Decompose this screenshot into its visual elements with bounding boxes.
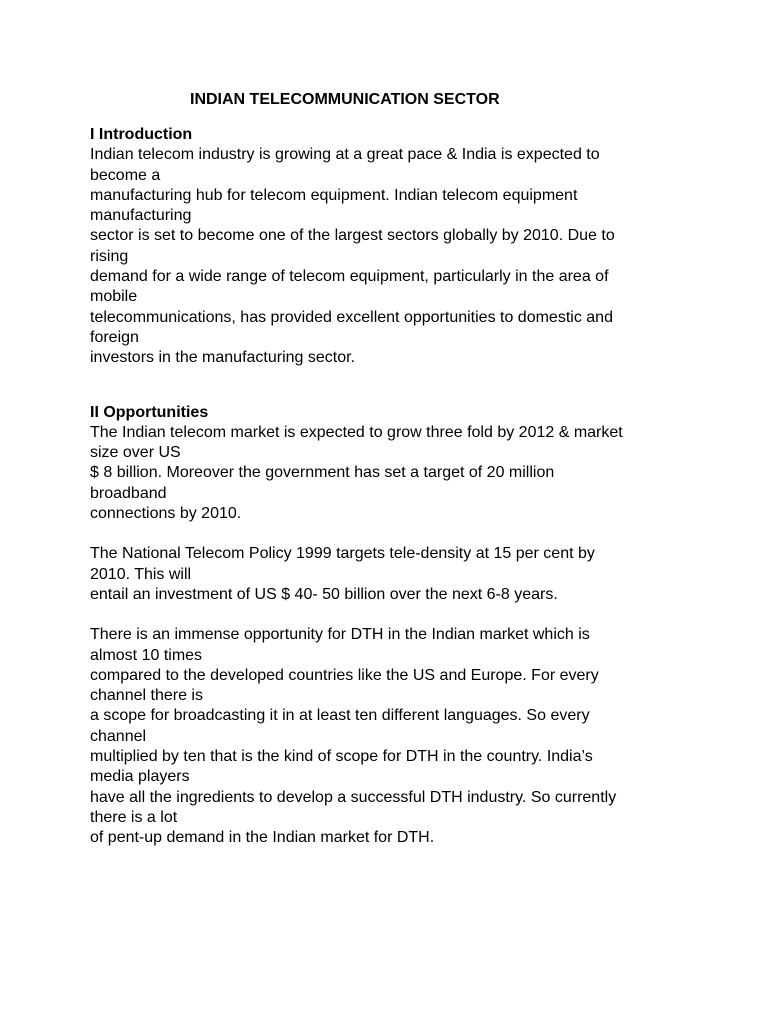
paragraph-opportunities-market	[90, 423, 710, 524]
paragraph-line: media players	[90, 768, 190, 786]
paragraph-line: multiplied by ten that is the kind of scope for DTH in the country. India’s	[90, 748, 593, 766]
section-spacer	[90, 369, 710, 403]
paragraph-line: channel	[90, 727, 147, 745]
section-heading-introduction: I Introduction	[90, 126, 193, 143]
paragraph-line: The National Telecom Policy 1999 targets tele-density at 15 per cent by	[90, 545, 595, 563]
paragraph-line: mobile	[90, 288, 138, 306]
paragraph-line: manufacturing	[90, 207, 192, 225]
paragraph-line: $ 8 billion. Moreover the government has set a target of 20 million	[90, 464, 555, 482]
paragraph-line: have all the ingredients to develop a successful DTH industry. So currently	[90, 788, 617, 806]
section-heading-opportunities: II Opportunities	[90, 403, 209, 421]
paragraph-opportunities-dth	[90, 625, 710, 848]
paragraph-line: of pent-up demand in the Indian market for DTH.	[90, 829, 435, 847]
paragraph-line: The Indian telecom market is expected to grow three fold by 2012 & market	[90, 423, 623, 441]
document-page	[90, 90, 710, 849]
paragraph-line: compared to the developed countries like the US and Europe. For every	[90, 666, 599, 684]
paragraph-opportunities-policy	[90, 544, 710, 605]
paragraph-line: rising	[90, 247, 129, 265]
paragraph-line: demand for a wide range of telecom equipment, particularly in the area of	[90, 268, 609, 286]
paragraph-line: Indian telecom industry is growing at a great pace & India is expected to	[90, 146, 600, 164]
paragraph-line: there is a lot	[90, 808, 178, 826]
paragraph-line: foreign	[90, 328, 139, 346]
paragraph-line: size over US	[90, 444, 181, 462]
paragraph-spacer	[90, 524, 710, 544]
paragraph-line: broadband	[90, 484, 167, 502]
paragraph-line: sector is set to become one of the largest sectors globally by 2010. Due to	[90, 227, 615, 245]
paragraph-introduction	[90, 145, 710, 368]
paragraph-line: entail an investment of US $ 40- 50 billion over the next 6-8 years.	[90, 585, 558, 603]
paragraph-spacer	[90, 605, 710, 625]
paragraph-line: 2010. This will	[90, 565, 192, 583]
paragraph-line: channel there is	[90, 687, 203, 705]
paragraph-line: connections by 2010.	[90, 505, 242, 523]
paragraph-line: manufacturing hub for telecom equipment. Indian telecom equipment	[90, 186, 578, 204]
paragraph-line: a scope for broadcasting it in at least ten different languages. So every	[90, 707, 590, 725]
paragraph-line: investors in the manufacturing sector.	[90, 349, 356, 367]
paragraph-line: almost 10 times	[90, 646, 203, 664]
document-title: INDIAN TELECOMMUNICATION SECTOR	[190, 91, 500, 108]
paragraph-line: There is an immense opportunity for DTH in the Indian market which is	[90, 626, 590, 644]
paragraph-line: become a	[90, 166, 161, 184]
paragraph-line: telecommunications, has provided excellent opportunities to domestic and	[90, 308, 613, 326]
